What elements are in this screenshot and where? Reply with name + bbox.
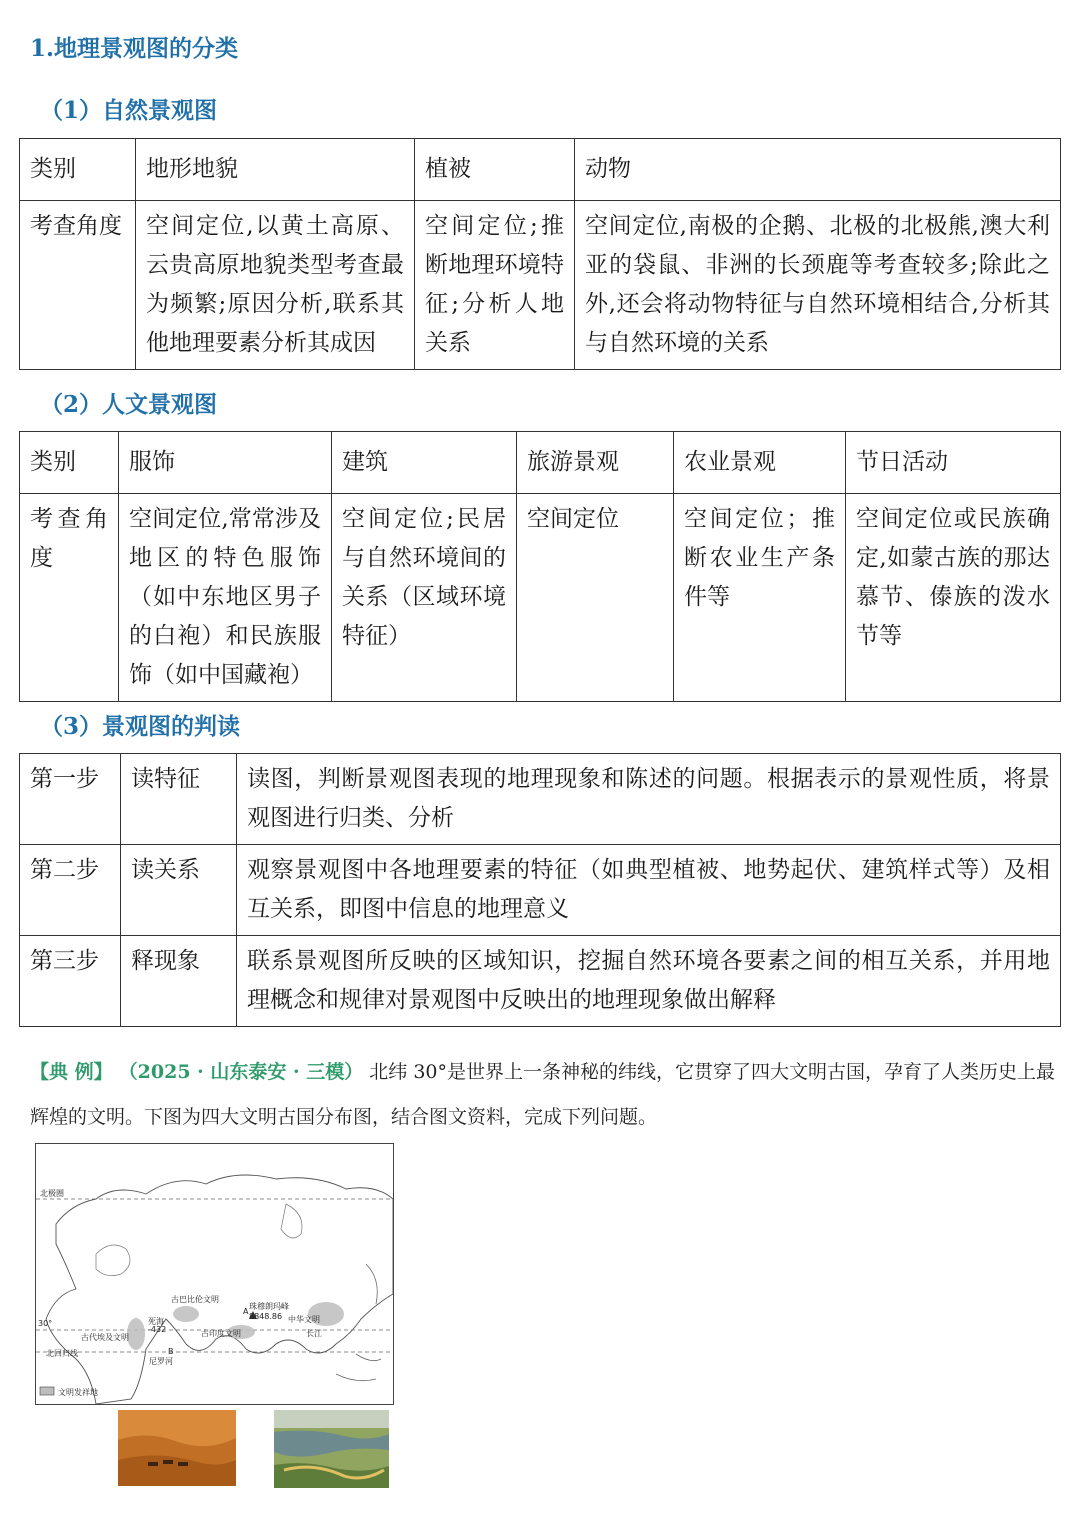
example-source: （2025 · 山东泰安 · 三模） (118, 1061, 364, 1083)
landscape-reading-heading: （3）景观图的判读 (40, 713, 241, 740)
step-cell: 第二步 (20, 845, 121, 936)
table-cell: 空间定位,常常涉及地区的特色服饰（如中东地区男子的白袍）和民族服饰（如中国藏袍） (119, 494, 332, 702)
arctic-circle-label: 北极圈 (40, 1189, 64, 1198)
table-header-cell: 节日活动 (846, 432, 1061, 494)
changjiang-label: 长江 (306, 1329, 322, 1338)
continent-outline (46, 1175, 393, 1404)
table-header-cell: 动物 (575, 139, 1061, 201)
table-header-row (20, 432, 1061, 494)
tropic-label: 北回归线 (46, 1349, 78, 1358)
step-cell: 第三步 (20, 936, 121, 1027)
table-row (20, 754, 1061, 845)
table-header-row (20, 139, 1061, 201)
example-tag: 【典 例】 (30, 1061, 113, 1083)
table-header-cell: 植被 (415, 139, 575, 201)
table-header-cell: 旅游景观 (517, 432, 674, 494)
egypt-region (127, 1318, 145, 1350)
table-cell: 空间定位；推断农业生产条件等 (674, 494, 846, 702)
table-cell: 考查角度 (20, 201, 136, 370)
latitude-label: 30° (38, 1319, 53, 1328)
point-b-label: B (168, 1347, 174, 1356)
wetland-landscape-photo (274, 1410, 389, 1488)
legend-swatch (40, 1387, 54, 1395)
world-map-drawing (36, 1144, 393, 1404)
example-paragraph (30, 1050, 1055, 1140)
legend-label: 文明发祥地 (58, 1388, 98, 1397)
everest-height-label: 8848.86 (249, 1312, 283, 1321)
step-desc-cell: 读图，判断景观图表现的地理现象和陈述的问题。根据表示的景观性质，将景观图进行归类、分析 (237, 754, 1061, 845)
table-row (20, 201, 1061, 370)
desert-camel-photo (118, 1410, 236, 1486)
china-label: 中华文明 (288, 1315, 320, 1324)
step-name-cell: 释现象 (121, 936, 237, 1027)
natural-landscape-heading: （1）自然景观图 (40, 97, 218, 124)
step-desc-cell: 联系景观图所反映的区域知识，挖掘自然环境各要素之间的相互关系，并用地理概念和规律对景观图中反映出的地理现象做出解释 (237, 936, 1061, 1027)
table-cell: 空间定位;推断地理环境特征;分析人地关系 (415, 201, 575, 370)
landscape-reading-table (19, 753, 1061, 1027)
table-cell: 空间定位,以黄土高原、云贵高原地貌类型考查最为频繁;原因分析,联系其他地理要素分析其成因 (136, 201, 415, 370)
nile-label: 尼罗河 (149, 1357, 173, 1366)
table-header-cell: 地形地貌 (136, 139, 415, 201)
lake-outline (281, 1204, 302, 1238)
egypt-label: 古代埃及文明 (81, 1333, 129, 1342)
table-cell: 考查角度 (20, 494, 119, 702)
table-header-cell: 类别 (20, 139, 136, 201)
table-row (20, 494, 1061, 702)
human-landscape-heading: （2）人文景观图 (40, 391, 218, 418)
example-text: 北纬 30°是世界上一条神秘的纬线，它贯穿了四大文明古国，孕育了人类历史上最辉煌的文明。下图为四大文明古国分布图，结合图文资料，完成下列问题。 (30, 1061, 1056, 1128)
dead-sea-label: 死海 (148, 1317, 164, 1326)
everest-label: 珠穆朗玛峰 (249, 1302, 289, 1311)
depth-label: -432 (148, 1325, 167, 1334)
table-cell: 空间定位或民族确定,如蒙古族的那达慕节、傣族的泼水节等 (846, 494, 1061, 702)
table-header-cell: 类别 (20, 432, 119, 494)
table-header-cell: 建筑 (332, 432, 517, 494)
babylon-label: 古巴比伦文明 (171, 1295, 219, 1304)
table-cell: 空间定位 (517, 494, 674, 702)
table-cell: 空间定位,南极的企鹅、北极的北极熊,澳大利亚的袋鼠、非洲的长颈鹿等考查较多;除此之外,还会将动物特征与自然环境相结合,分析其与自然环境的关系 (575, 201, 1061, 370)
table-row (20, 936, 1061, 1027)
civilization-map (35, 1143, 394, 1405)
india-label: 古印度文明 (201, 1329, 241, 1338)
step-name-cell: 读关系 (121, 845, 237, 936)
mediterranean-outline (96, 1245, 130, 1276)
table-header-cell: 农业景观 (674, 432, 846, 494)
table-row (20, 845, 1061, 936)
section-title: 1.地理景观图的分类 (30, 35, 239, 62)
step-name-cell: 读特征 (121, 754, 237, 845)
table-cell: 空间定位;民居与自然环境间的关系（区域环境特征） (332, 494, 517, 702)
human-landscape-table (19, 431, 1061, 702)
point-a-label: A (243, 1307, 249, 1316)
babylon-region (173, 1306, 199, 1322)
natural-landscape-table (19, 138, 1061, 370)
table-header-cell: 服饰 (119, 432, 332, 494)
step-cell: 第一步 (20, 754, 121, 845)
step-desc-cell: 观察景观图中各地理要素的特征（如典型植被、地势起伏、建筑样式等）及相互关系，即图中信息的地理意义 (237, 845, 1061, 936)
